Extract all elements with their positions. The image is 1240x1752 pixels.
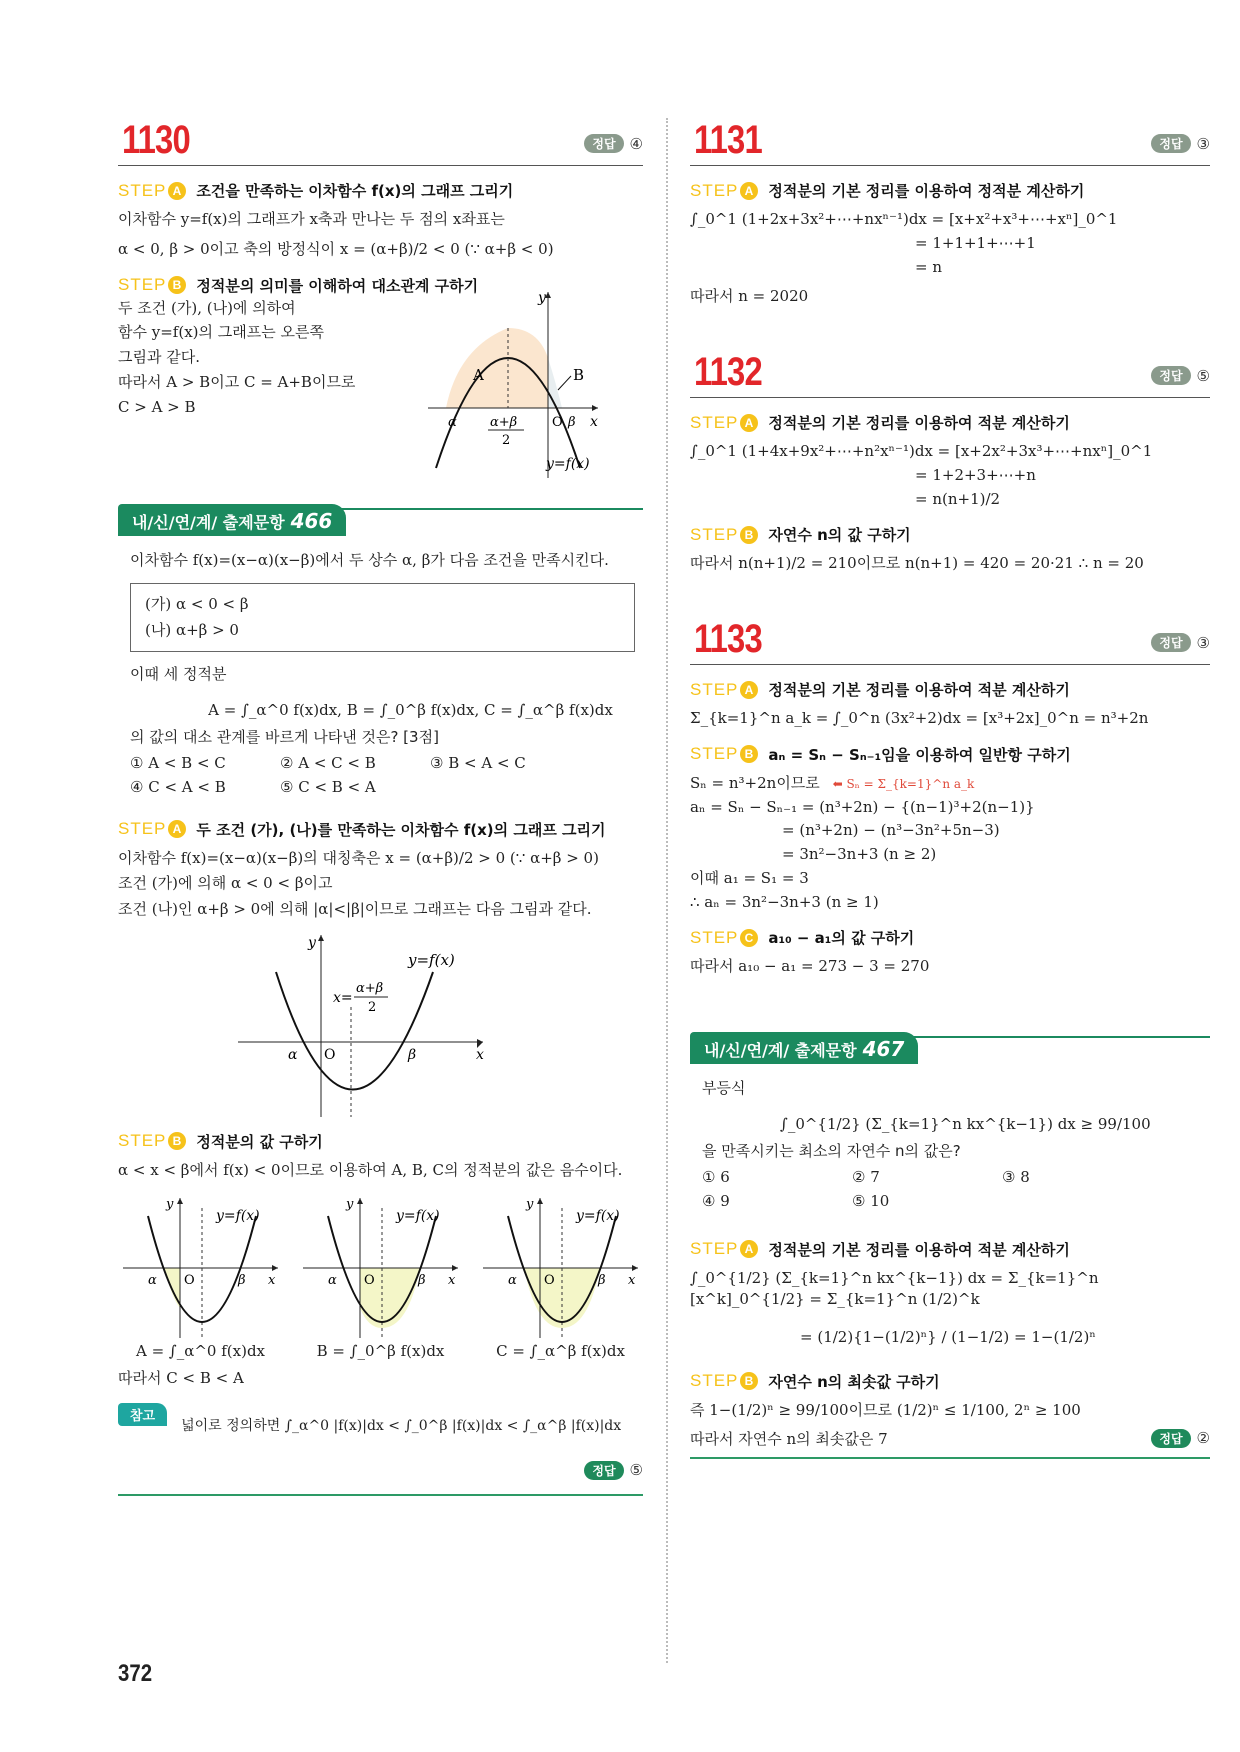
step-c-heading <box>690 927 1210 948</box>
step-title: 두 조건 (가), (나)를 만족하는 이차함수 f(x)의 그래프 그리기 <box>196 820 606 839</box>
choice-5: ⑤ C < B < A <box>280 777 376 796</box>
svg-text:2: 2 <box>502 432 511 448</box>
answer-label: 정답 <box>584 1461 623 1480</box>
solution-line: = n <box>915 257 942 276</box>
step-title: 정적분의 기본 정리를 이용하여 적분 계산하기 <box>768 681 1070 699</box>
solution-line: 따라서 a₁₀ − a₁ = 273 − 3 = 270 <box>690 957 930 976</box>
question-text: 의 값의 대소 관계를 바르게 나타낸 것은? [3점] <box>130 728 439 746</box>
solution-line: 이차함수 y=f(x)의 그래프가 x축과 만나는 두 점의 x좌표는 <box>118 210 505 228</box>
answer-badge <box>1151 633 1210 652</box>
svg-text:y: y <box>166 1196 174 1212</box>
answer-value: ⑤ <box>629 1461 643 1480</box>
condition-item: (가) α < 0 < β <box>145 595 249 613</box>
step-tag: STEP A <box>118 181 186 201</box>
answer-label: 정답 <box>1151 633 1190 652</box>
note-text: 넓이로 정의하면 ∫_α^0 |f(x)|dx < ∫_0^β |f(x)|dx < ∫_α^β |f(x)|dx <box>181 1418 622 1435</box>
step-letter-icon: A <box>740 182 758 200</box>
step-letter-icon: B <box>740 1372 758 1390</box>
choice-1: ① 6 <box>702 1167 730 1186</box>
svg-text:y: y <box>538 289 546 306</box>
svg-text:O: O <box>184 1272 195 1288</box>
solution-line: = 3n²−3n+3 (n ≥ 2) <box>782 845 937 863</box>
hint-arrow-note: ⬅ Sₙ = Σ_{k=1}^n a_k <box>832 776 975 791</box>
final-line <box>690 1428 1210 1449</box>
mini-graph-c-svg <box>478 1188 643 1338</box>
answer-label: 정답 <box>1151 366 1190 385</box>
svg-text:α: α <box>328 1272 337 1288</box>
step-a-heading <box>690 180 1210 201</box>
step-a-heading <box>690 679 1210 700</box>
answer-value: ⑤ <box>1196 366 1210 385</box>
question-intro: 부등식 <box>702 1079 746 1097</box>
svg-text:x: x <box>590 413 598 430</box>
banner-tab: 내/신/연/계/ 출제문항 466 <box>118 504 346 536</box>
answer-label: 정답 <box>1151 1429 1190 1448</box>
solution-line: = (n³+2n) − (n³−3n²+5n−3) <box>782 821 1000 840</box>
answer-badge <box>1151 134 1210 153</box>
step-title: 정적분의 기본 정리를 이용하여 적분 계산하기 <box>768 414 1070 432</box>
svg-text:α: α <box>288 1046 298 1063</box>
solution-line: 이차함수 f(x)=(x−α)(x−β)의 대칭축은 x = (α+β)/2 > 0 (∵ α+β > 0) <box>118 848 599 867</box>
step-tag: STEP B <box>690 525 758 545</box>
step-title: 정적분의 값 구하기 <box>196 1132 323 1151</box>
choice-4: ④ C < A < B <box>130 777 226 796</box>
solution-line: aₙ = Sₙ − Sₙ₋₁ = (n³+2n) − {(n−1)³+2(n−1)} <box>690 797 1035 816</box>
svg-text:y=f(x): y=f(x) <box>576 1207 620 1224</box>
answer-badge <box>118 1461 643 1480</box>
choice-2: ② A < C < B <box>280 753 376 772</box>
conditions-box <box>130 583 635 652</box>
problem-number: 1130 <box>122 118 190 162</box>
conclusion: 따라서 C < B < A <box>118 1368 244 1387</box>
svg-text:y: y <box>526 1196 534 1212</box>
step-title: a₁₀ − a₁의 값 구하기 <box>768 929 915 948</box>
choice-5: ⑤ 10 <box>852 1191 890 1210</box>
question-lead: 이때 세 정적분 <box>130 665 227 683</box>
step-letter-icon: A <box>168 182 186 200</box>
svg-text:y=f(x): y=f(x) <box>408 950 455 969</box>
mini-graph-b <box>298 1188 463 1360</box>
step-tag: STEP A <box>690 181 758 201</box>
step-tag: STEP A <box>690 1239 758 1259</box>
step-b-heading <box>690 524 1210 545</box>
step-title: 자연수 n의 최솟값 구하기 <box>768 1372 940 1391</box>
banner-tab: 내/신/연/계/ 출제문항 467 <box>690 1032 918 1064</box>
solution-line: ∫_0^1 (1+2x+3x²+⋯+nxⁿ⁻¹)dx = [x+x²+x³+⋯+xⁿ]_0^1 <box>690 210 1118 228</box>
question-intro: 이차함수 f(x)=(x−α)(x−β)에서 두 상수 α, β가 다음 조건을 만족시킨다. <box>130 550 609 569</box>
svg-text:β: β <box>418 1272 426 1288</box>
svg-text:α: α <box>508 1272 517 1288</box>
step-tag: STEP A <box>690 680 758 700</box>
answer-value: ③ <box>1196 134 1210 153</box>
mini-graph-caption: A = ∫_α^0 f(x)dx <box>135 1341 266 1360</box>
svg-text:x=: x= <box>333 989 353 1006</box>
svg-text:x: x <box>476 1046 484 1063</box>
svg-text:α+β: α+β <box>490 414 518 430</box>
svg-text:2: 2 <box>368 999 377 1015</box>
step-a-heading <box>690 412 1210 433</box>
choice-1: ① A < B < C <box>130 753 226 772</box>
choice-3: ③ B < A < C <box>430 753 526 772</box>
step-tag: STEP B <box>690 744 758 764</box>
step-letter-icon: B <box>740 745 758 763</box>
svg-text:α: α <box>148 1272 157 1288</box>
choices <box>690 1165 1210 1213</box>
conclusion: 따라서 자연수 n의 최솟값은 7 <box>690 1429 888 1448</box>
parabola-graph-1130 <box>428 288 608 478</box>
step-tag: STEP B <box>118 275 186 295</box>
step-letter-icon: B <box>168 276 186 294</box>
right-column <box>690 110 1210 1459</box>
step-letter-icon: A <box>740 681 758 699</box>
answer-badge <box>1151 1429 1210 1448</box>
mini-graph-a-svg <box>118 1188 283 1338</box>
solution-line: = n(n+1)/2 <box>915 489 1001 508</box>
section-end-rule <box>118 1494 643 1496</box>
choice-2: ② 7 <box>852 1167 880 1186</box>
step-title: aₙ = Sₙ − Sₙ₋₁임을 이용하여 일반항 구하기 <box>768 745 1071 764</box>
choice-3: ③ 8 <box>1002 1167 1030 1186</box>
step-tag: STEP A <box>690 413 758 433</box>
reference-note <box>118 1403 643 1435</box>
answer-badge <box>584 134 643 153</box>
step-letter-icon: B <box>168 1132 186 1150</box>
step-letter-icon: A <box>740 1240 758 1258</box>
svg-text:x: x <box>448 1272 456 1288</box>
step-a-heading <box>690 1239 1210 1260</box>
svg-text:y: y <box>308 934 316 951</box>
svg-text:y=f(x): y=f(x) <box>216 1207 260 1224</box>
solution-line: C > A > B <box>118 397 196 416</box>
related-problem-banner-467 <box>690 1032 1210 1066</box>
solution-line: 두 조건 (가), (나)에 의하여 <box>118 298 296 317</box>
parabola-graph-466 <box>238 927 488 1117</box>
step-tag: STEP C <box>690 928 758 948</box>
solution-line: Σ_{k=1}^n a_k = ∫_0^n (3x²+2)dx = [x³+2x]_0^n = n³+2n <box>690 709 1149 727</box>
choice-4: ④ 9 <box>702 1191 730 1210</box>
solution-line: 따라서 n(n+1)/2 = 210이므로 n(n+1) = 420 = 20·21 ∴ n = 20 <box>690 554 1144 573</box>
solution-line: ∫_0^{1/2} (Σ_{k=1}^n kx^{k−1}) dx = Σ_{k=1}^n [x^k]_0^{1/2} = Σ_{k=1}^n (1/2)^k <box>690 1268 1099 1309</box>
svg-text:x: x <box>268 1272 276 1288</box>
svg-text:y=f(x): y=f(x) <box>396 1207 440 1224</box>
solution-line: 조건 (나)인 α+β > 0에 의해 |α|<|β|이므로 그래프는 다음 그림과 같다. <box>118 900 592 918</box>
solution-line: α < 0, β > 0이고 축의 방정식이 x = (α+β)/2 < 0 (∵ α+β < 0) <box>118 239 554 258</box>
answer-value: ④ <box>629 134 643 153</box>
step-b-body <box>118 289 643 476</box>
problem-header-1130 <box>118 110 643 166</box>
mini-graph-b-svg <box>298 1188 463 1338</box>
mini-graph-caption: B = ∫_0^β f(x)dx <box>316 1341 445 1360</box>
step-letter-icon: A <box>168 820 186 838</box>
step-letter-icon: B <box>740 526 758 544</box>
svg-text:O: O <box>544 1272 555 1288</box>
conclusion: 따라서 n = 2020 <box>690 287 809 306</box>
step-title: 조건을 만족하는 이차함수 f(x)의 그래프 그리기 <box>196 182 514 200</box>
step-a-heading <box>118 180 643 201</box>
section-end-rule <box>690 1457 1210 1459</box>
condition-item: (나) α+β > 0 <box>145 620 239 639</box>
svg-text:O: O <box>324 1046 336 1063</box>
mini-graph-c <box>478 1188 643 1360</box>
svg-text:A: A <box>473 365 484 384</box>
answer-value: ③ <box>1196 633 1210 652</box>
svg-text:y=f(x): y=f(x) <box>546 455 590 472</box>
mini-graph-caption: C = ∫_α^β f(x)dx <box>496 1341 625 1360</box>
problem-header-1133 <box>690 609 1210 665</box>
svg-text:B: B <box>573 365 585 384</box>
choices <box>118 751 643 799</box>
solution-line: ∫_0^1 (1+4x+9x²+⋯+n²xⁿ⁻¹)dx = [x+2x²+3x³+⋯+nxⁿ]_0^1 <box>690 442 1153 460</box>
svg-text:α+β: α+β <box>356 980 384 996</box>
question-text: 을 만족시키는 최소의 자연수 n의 값은? <box>702 1142 961 1160</box>
problem-header-1132 <box>690 342 1210 398</box>
solution-line: ∴ aₙ = 3n²−3n+3 (n ≥ 1) <box>690 892 879 911</box>
solution-line: = 1+1+1+⋯+1 <box>915 233 1036 252</box>
step-tag: STEP B <box>690 1371 758 1391</box>
step-title: 자연수 n의 값 구하기 <box>768 526 911 545</box>
note-tag: 참고 <box>118 1403 167 1426</box>
step-title: 정적분의 기본 정리를 이용하여 적분 계산하기 <box>768 1240 1070 1259</box>
step-tag: STEP B <box>118 1131 186 1151</box>
problem-header-1131 <box>690 110 1210 166</box>
step-b-heading <box>118 1131 643 1152</box>
answer-label: 정답 <box>584 134 623 153</box>
svg-text:y: y <box>346 1196 354 1212</box>
svg-text:O: O <box>364 1272 375 1288</box>
question-formula: A = ∫_α^0 f(x)dx, B = ∫_0^β f(x)dx, C = ∫_α^β f(x)dx <box>208 700 613 719</box>
solution-line: 즉 1−(1/2)ⁿ ≥ 99/100이므로 (1/2)ⁿ ≤ 1/100, 2ⁿ ≥ 100 <box>690 1400 1081 1419</box>
svg-text:β: β <box>598 1272 606 1288</box>
problem-number: 1132 <box>694 350 762 394</box>
step-title: 정적분의 기본 정리를 이용하여 정적분 계산하기 <box>768 182 1085 200</box>
problem-number: 1133 <box>694 617 762 661</box>
problem-number: 1131 <box>694 118 762 162</box>
related-problem-banner-466 <box>118 504 643 538</box>
solution-line: α < x < β에서 f(x) < 0이므로 이용하여 A, B, C의 정적분의 값은 음수이다. <box>118 1160 623 1179</box>
solution-line: 그림과 같다. <box>118 348 200 366</box>
svg-text:β: β <box>408 1046 417 1063</box>
solution-line: 이때 a₁ = S₁ = 3 <box>690 868 809 887</box>
question-formula: ∫_0^{1/2} (Σ_{k=1}^n kx^{k−1}) dx ≥ 99/100 <box>780 1114 1151 1133</box>
solution-line: = 1+2+3+⋯+n <box>915 465 1036 484</box>
page-number: 372 <box>118 1660 153 1687</box>
svg-text:β: β <box>238 1272 246 1288</box>
solution-line: 조건 (가)에 의해 α < 0 < β이고 <box>118 874 333 893</box>
svg-text:α: α <box>448 414 457 430</box>
solution-line: 함수 y=f(x)의 그래프는 오른쪽 <box>118 323 324 342</box>
solution-line: 따라서 A > B이고 C = A+B이므로 <box>118 372 356 391</box>
svg-text:β: β <box>568 414 576 430</box>
svg-text:O: O <box>552 414 563 430</box>
answer-badge <box>1151 366 1210 385</box>
solution-line: Sₙ = n³+2n이므로 ⬅ Sₙ = Σ_{k=1}^n a_k <box>690 773 975 792</box>
step-letter-icon: A <box>740 414 758 432</box>
left-column <box>118 110 643 1496</box>
step-b-heading <box>690 744 1210 765</box>
answer-value: ② <box>1196 1429 1210 1447</box>
step-tag: STEP A <box>118 819 186 839</box>
step-b-heading <box>690 1371 1210 1392</box>
step-letter-icon: C <box>740 929 758 947</box>
svg-text:x: x <box>628 1272 636 1288</box>
solution-line: = (1/2){1−(1/2)ⁿ} / (1−1/2) = 1−(1/2)ⁿ <box>800 1328 1096 1346</box>
step-a-heading <box>118 819 643 840</box>
mini-graph-a <box>118 1188 283 1360</box>
answer-label: 정답 <box>1151 134 1190 153</box>
column-divider <box>666 118 668 1663</box>
step-title: 정적분의 의미를 이해하여 대소관계 구하기 <box>196 276 479 295</box>
mini-graphs <box>118 1188 643 1360</box>
